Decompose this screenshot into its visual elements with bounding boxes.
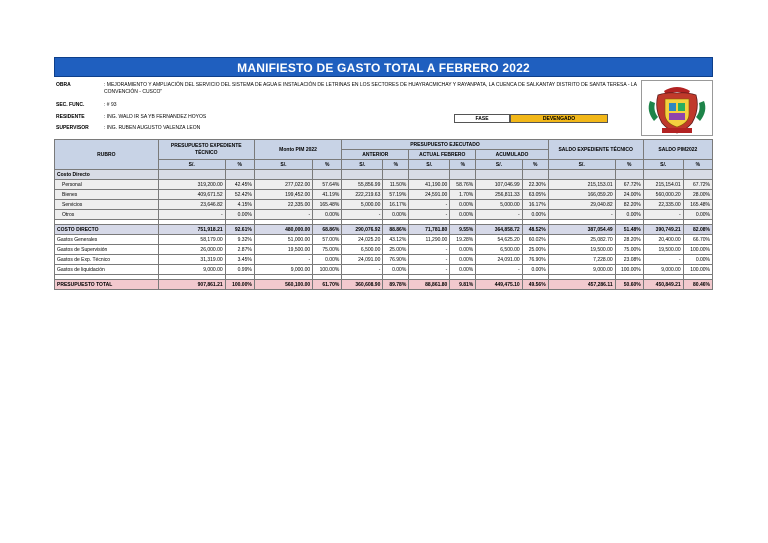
- residente-value: : ING. WALD IR SA YB FERNANDEZ HOYOS: [104, 114, 207, 120]
- amount-cell: 256,811.33: [476, 190, 522, 200]
- amount-cell: 22,335.00: [254, 200, 312, 210]
- rubro-cell: COSTO DIRECTO: [55, 225, 159, 235]
- amount-cell: 24,591.00: [409, 190, 450, 200]
- percent-cell: 57.00%: [313, 235, 342, 245]
- amount-cell: 11,290.00: [409, 235, 450, 245]
- amount-cell: -: [476, 265, 522, 275]
- table-row: [55, 235, 713, 245]
- percent-cell: 22.30%: [522, 180, 548, 190]
- table-row: [55, 245, 713, 255]
- amount-cell: 19,500.00: [548, 245, 615, 255]
- amount-cell: 24,091.00: [342, 255, 383, 265]
- amount-cell: -: [476, 210, 522, 220]
- unit-sol-header: S/.: [254, 160, 312, 170]
- amount-cell: 199,452.00: [254, 190, 312, 200]
- fase-label: FASE: [454, 114, 510, 123]
- amount-cell: -: [409, 255, 450, 265]
- unit-pct-header: %: [313, 160, 342, 170]
- percent-cell: 63.05%: [522, 190, 548, 200]
- empty-cell: [342, 170, 383, 180]
- percent-cell: 66.70%: [683, 235, 712, 245]
- unit-sol-header: S/.: [643, 160, 683, 170]
- percent-cell: 61.70%: [313, 280, 342, 290]
- amount-cell: 364,858.72: [476, 225, 522, 235]
- supervisor-label: SUPERVISOR: [56, 125, 89, 131]
- amount-cell: 29,040.82: [548, 200, 615, 210]
- amount-cell: -: [409, 200, 450, 210]
- amount-cell: 9,000.00: [254, 265, 312, 275]
- percent-cell: 100.00%: [615, 265, 643, 275]
- unit-pct-header: %: [683, 160, 712, 170]
- amount-cell: 9,000.00: [548, 265, 615, 275]
- empty-cell: [522, 170, 548, 180]
- empty-cell: [548, 170, 615, 180]
- section-row: [55, 170, 713, 180]
- percent-cell: 23.08%: [615, 255, 643, 265]
- rubro-cell: Personal: [55, 180, 159, 190]
- empty-cell: [409, 170, 450, 180]
- amount-cell: -: [254, 255, 312, 265]
- acumulado-header: ACUMULADO: [476, 150, 548, 160]
- percent-cell: 0.00%: [225, 210, 254, 220]
- amount-cell: 480,000.00: [254, 225, 312, 235]
- amount-cell: 19,500.00: [254, 245, 312, 255]
- page-title: MANIFIESTO DE GASTO TOTAL A FEBRERO 2022: [54, 57, 713, 77]
- percent-cell: 2.87%: [225, 245, 254, 255]
- amount-cell: 560,000.20: [643, 190, 683, 200]
- unit-pct-header: %: [383, 160, 409, 170]
- amount-cell: 58,179.00: [158, 235, 225, 245]
- unit-sol-header: S/.: [476, 160, 522, 170]
- rubro-cell: Gastos de liquidación: [55, 265, 159, 275]
- section-label: Costo Directo: [55, 170, 159, 180]
- amount-cell: -: [158, 210, 225, 220]
- rubro-header: RUBRO: [55, 140, 159, 170]
- percent-cell: 165.48%: [313, 200, 342, 210]
- table-row: [55, 190, 713, 200]
- percent-cell: 25.00%: [522, 245, 548, 255]
- percent-cell: 9.81%: [450, 280, 476, 290]
- amount-cell: 54,625.20: [476, 235, 522, 245]
- percent-cell: 82.20%: [615, 200, 643, 210]
- empty-cell: [476, 170, 522, 180]
- amount-cell: 23,646.82: [158, 200, 225, 210]
- residente-label: RESIDENTE: [56, 114, 85, 120]
- amount-cell: -: [409, 210, 450, 220]
- amount-cell: 51,000.00: [254, 235, 312, 245]
- empty-cell: [450, 170, 476, 180]
- percent-cell: 67.72%: [683, 180, 712, 190]
- percent-cell: 0.00%: [450, 245, 476, 255]
- amount-cell: 24,025.20: [342, 235, 383, 245]
- empty-cell: [615, 170, 643, 180]
- monto-pim-header: Monto PIM 2022: [254, 140, 342, 160]
- fase-value-badge: DEVENGADO: [510, 114, 608, 123]
- percent-cell: 0.00%: [450, 255, 476, 265]
- percent-cell: 4.15%: [225, 200, 254, 210]
- percent-cell: 0.00%: [522, 265, 548, 275]
- project-info: [54, 80, 639, 135]
- percent-cell: 57.64%: [313, 180, 342, 190]
- amount-cell: -: [342, 210, 383, 220]
- percent-cell: 52.42%: [225, 190, 254, 200]
- percent-cell: 3.45%: [225, 255, 254, 265]
- rubro-cell: Bienes: [55, 190, 159, 200]
- amount-cell: -: [409, 245, 450, 255]
- supervisor-value: : ING. RUBEN AUGUSTO VALENZA LEON: [104, 125, 201, 131]
- amount-cell: 560,100.00: [254, 280, 312, 290]
- anterior-header: ANTERIOR: [342, 150, 409, 160]
- percent-cell: 88.86%: [383, 225, 409, 235]
- amount-cell: 19,500.00: [643, 245, 683, 255]
- percent-cell: 67.72%: [615, 180, 643, 190]
- amount-cell: 5,000.00: [476, 200, 522, 210]
- empty-cell: [643, 170, 683, 180]
- percent-cell: 57.19%: [383, 190, 409, 200]
- empty-cell: [158, 170, 225, 180]
- amount-cell: 7,228.00: [548, 255, 615, 265]
- percent-cell: 1.70%: [450, 190, 476, 200]
- percent-cell: 68.86%: [313, 225, 342, 235]
- amount-cell: 5,000.00: [342, 200, 383, 210]
- percent-cell: 58.76%: [450, 180, 476, 190]
- amount-cell: 360,608.90: [342, 280, 383, 290]
- percent-cell: 28.00%: [683, 190, 712, 200]
- percent-cell: 75.00%: [313, 245, 342, 255]
- percent-cell: 100.00%: [313, 265, 342, 275]
- percent-cell: 24.00%: [615, 190, 643, 200]
- amount-cell: 6,500.00: [476, 245, 522, 255]
- ejecutado-header: PRESUPUESTO EJECUTADO: [342, 140, 548, 150]
- amount-cell: -: [548, 210, 615, 220]
- percent-cell: 0.00%: [450, 265, 476, 275]
- sec-func-value: : # 93: [104, 102, 117, 108]
- logo: [641, 80, 713, 136]
- table-row: [55, 180, 713, 190]
- amount-cell: 20,400.00: [643, 235, 683, 245]
- amount-cell: 450,849.21: [643, 280, 683, 290]
- amount-cell: 409,671.52: [158, 190, 225, 200]
- percent-cell: 28.20%: [615, 235, 643, 245]
- amount-cell: 26,000.00: [158, 245, 225, 255]
- percent-cell: 60.02%: [522, 235, 548, 245]
- amount-cell: 24,091.00: [476, 255, 522, 265]
- expense-table: [54, 139, 713, 290]
- percent-cell: 0.00%: [683, 210, 712, 220]
- percent-cell: 11.50%: [383, 180, 409, 190]
- amount-cell: -: [643, 210, 683, 220]
- rubro-cell: Servicios: [55, 200, 159, 210]
- amount-cell: 222,219.63: [342, 190, 383, 200]
- amount-cell: 88,861.80: [409, 280, 450, 290]
- table-row: [55, 225, 713, 235]
- rubro-cell: Otros: [55, 210, 159, 220]
- table-row: [55, 200, 713, 210]
- table-row: [55, 280, 713, 290]
- percent-cell: 42.45%: [225, 180, 254, 190]
- amount-cell: 449,475.10: [476, 280, 522, 290]
- percent-cell: 82.08%: [683, 225, 712, 235]
- percent-cell: 16.17%: [383, 200, 409, 210]
- percent-cell: 50.60%: [615, 280, 643, 290]
- percent-cell: 48.52%: [522, 225, 548, 235]
- unit-pct-header: %: [450, 160, 476, 170]
- amount-cell: -: [643, 255, 683, 265]
- amount-cell: 751,918.21: [158, 225, 225, 235]
- saldo-expediente-header: SALDO EXPEDIENTE TÉCNICO: [548, 140, 643, 160]
- percent-cell: 80.46%: [683, 280, 712, 290]
- table-row: [55, 210, 713, 220]
- percent-cell: 165.48%: [683, 200, 712, 210]
- empty-cell: [683, 170, 712, 180]
- amount-cell: 6,500.00: [342, 245, 383, 255]
- percent-cell: 0.00%: [383, 210, 409, 220]
- sec-func-label: SEC. FUNC.: [56, 102, 85, 108]
- amount-cell: 277,022.00: [254, 180, 312, 190]
- amount-cell: 387,054.49: [548, 225, 615, 235]
- percent-cell: 51.48%: [615, 225, 643, 235]
- table-row: [55, 265, 713, 275]
- empty-cell: [383, 170, 409, 180]
- percent-cell: 0.00%: [683, 255, 712, 265]
- percent-cell: 0.00%: [383, 265, 409, 275]
- percent-cell: 9.32%: [225, 235, 254, 245]
- percent-cell: 76.90%: [522, 255, 548, 265]
- percent-cell: 0.00%: [313, 255, 342, 265]
- rubro-cell: Gastos de Exp. Técnico: [55, 255, 159, 265]
- amount-cell: 31,319.00: [158, 255, 225, 265]
- unit-sol-header: S/.: [342, 160, 383, 170]
- expediente-header: PRESUPUESTO EXPEDIENTE TÉCNICO: [158, 140, 254, 160]
- empty-cell: [313, 170, 342, 180]
- actual-header: ACTUAL FEBRERO: [409, 150, 476, 160]
- unit-sol-header: S/.: [548, 160, 615, 170]
- amount-cell: 9,000.00: [643, 265, 683, 275]
- table-row: [55, 255, 713, 265]
- amount-cell: -: [342, 265, 383, 275]
- percent-cell: 92.61%: [225, 225, 254, 235]
- percent-cell: 0.99%: [225, 265, 254, 275]
- amount-cell: 215,154.01: [643, 180, 683, 190]
- percent-cell: 49.56%: [522, 280, 548, 290]
- rubro-cell: PRESUPUESTO TOTAL: [55, 280, 159, 290]
- percent-cell: 0.00%: [450, 200, 476, 210]
- amount-cell: 390,749.21: [643, 225, 683, 235]
- amount-cell: 107,046.99: [476, 180, 522, 190]
- obra-value: : MEJORAMIENTO Y AMPLIACIÓN DEL SERVICIO DEL SISTEMA DE AGUA E INSTALACIÓN DE LETRINAS EN LOS SECTORES DE HUAYRACMICHAY Y RAYANPATA, LA CUENCA DE SALKANTAY DISTRITO DE SANTA TERESA - LA CONVENCIÓN - CUSCO": [104, 82, 637, 95]
- percent-cell: 100.00%: [225, 280, 254, 290]
- amount-cell: 907,861.21: [158, 280, 225, 290]
- rubro-cell: Gastos de Supervisión: [55, 245, 159, 255]
- saldo-pim-header: SALDO PIM2022: [643, 140, 712, 160]
- percent-cell: 9.55%: [450, 225, 476, 235]
- amount-cell: 319,200.00: [158, 180, 225, 190]
- unit-sol-header: S/.: [409, 160, 450, 170]
- rubro-cell: Gastos Generales: [55, 235, 159, 245]
- municipal-coat-of-arms-icon: [642, 81, 712, 135]
- unit-pct-header: %: [615, 160, 643, 170]
- percent-cell: 100.00%: [683, 265, 712, 275]
- percent-cell: 43.12%: [383, 235, 409, 245]
- empty-cell: [225, 170, 254, 180]
- empty-cell: [254, 170, 312, 180]
- amount-cell: 215,153.01: [548, 180, 615, 190]
- amount-cell: 457,286.11: [548, 280, 615, 290]
- amount-cell: 9,000.00: [158, 265, 225, 275]
- percent-cell: 41.19%: [313, 190, 342, 200]
- amount-cell: 22,335.00: [643, 200, 683, 210]
- amount-cell: 41,190.00: [409, 180, 450, 190]
- percent-cell: 25.00%: [383, 245, 409, 255]
- percent-cell: 0.00%: [450, 210, 476, 220]
- percent-cell: 100.00%: [683, 245, 712, 255]
- percent-cell: 89.78%: [383, 280, 409, 290]
- amount-cell: 55,856.99: [342, 180, 383, 190]
- percent-cell: 19.28%: [450, 235, 476, 245]
- amount-cell: -: [409, 265, 450, 275]
- unit-pct-header: %: [225, 160, 254, 170]
- unit-pct-header: %: [522, 160, 548, 170]
- percent-cell: 0.00%: [313, 210, 342, 220]
- obra-label: OBRA: [56, 82, 71, 88]
- percent-cell: 75.00%: [615, 245, 643, 255]
- amount-cell: 71,781.80: [409, 225, 450, 235]
- percent-cell: 16.17%: [522, 200, 548, 210]
- amount-cell: 25,082.70: [548, 235, 615, 245]
- percent-cell: 76.90%: [383, 255, 409, 265]
- percent-cell: 0.00%: [615, 210, 643, 220]
- amount-cell: -: [254, 210, 312, 220]
- unit-sol-header: S/.: [158, 160, 225, 170]
- amount-cell: 166,059.20: [548, 190, 615, 200]
- percent-cell: 0.00%: [522, 210, 548, 220]
- amount-cell: 290,076.92: [342, 225, 383, 235]
